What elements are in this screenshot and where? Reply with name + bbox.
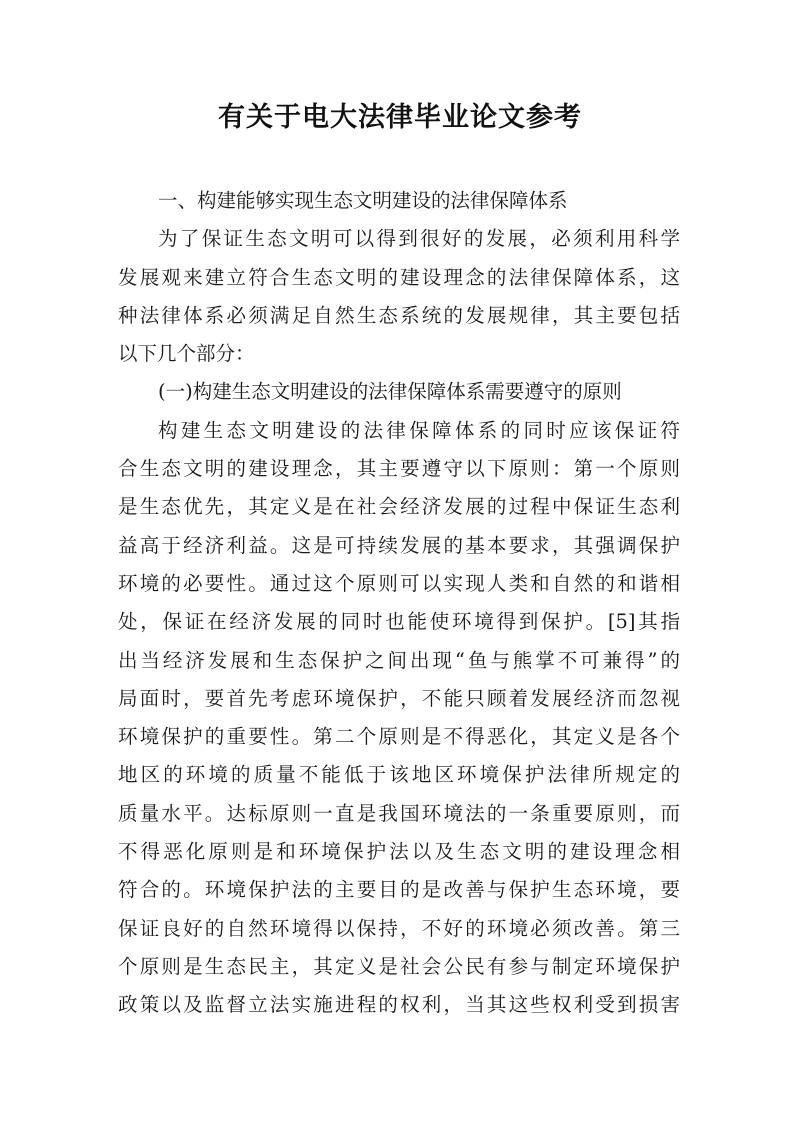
paragraph-line: 政策以及监督立法实施进程的权利，当其这些权利受到损害 (118, 993, 680, 1017)
paragraph-line: 种法律体系必须满足自然生态系统的发展规律，其主要包括 (118, 303, 680, 327)
paragraph-line: 地区的环境的质量不能低于该地区环境保护法律所规定的 (118, 763, 680, 787)
paragraph-line: 质量水平。达标原则一直是我国环境法的一条重要原则，而 (118, 801, 680, 825)
paragraph-line: 合生态文明的建设理念，其主要遵守以下原则：第一个原则 (118, 457, 680, 481)
paragraph-line: 不得恶化原则是和环境保护法以及生态文明的建设理念相 (118, 840, 680, 864)
subsection-heading: (一)构建生态文明建设的法律保障体系需要遵守的原则 (158, 380, 622, 404)
paragraph-line: 个原则是生态民主，其定义是社会公民有参与制定环境保护 (118, 954, 680, 978)
section-heading: 一、构建能够实现生态文明建设的法律保障体系 (158, 189, 568, 212)
paragraph-line: 构建生态文明建设的法律保障体系的同时应该保证符 (158, 418, 680, 442)
document-body (118, 182, 680, 1025)
paragraph-line: 益高于经济利益。这是可持续发展的基本要求，其强调保护 (118, 533, 680, 557)
paragraph-line: 环境的必要性。通过这个原则可以实现人类和自然的和谐相 (118, 571, 680, 595)
paragraph-line: 为了保证生态文明可以得到很好的发展，必须利用科学 (158, 227, 680, 251)
paragraph-line: 是生态优先，其定义是在社会经济发展的过程中保证生态利 (118, 495, 680, 519)
paragraph-line: 符合的。环境保护法的主要目的是改善与保护生态环境，要 (118, 878, 680, 902)
document-title: 有关于电大法律毕业论文参考 (218, 102, 582, 133)
paragraph-line: 保证良好的自然环境得以保持，不好的环境必须改善。第三 (118, 916, 680, 940)
paragraph-line: 局面时，要首先考虑环境保护，不能只顾着发展经济而忽视 (118, 686, 680, 710)
paragraph-line: 以下几个部分： (118, 342, 255, 366)
paragraph-line: 出当经济发展和生态保护之间出现“鱼与熊掌不可兼得”的 (118, 648, 680, 672)
paragraph-line: 处，保证在经济发展的同时也能使环境得到保护。[5]其指 (118, 610, 680, 634)
paragraph-line: 环境保护的重要性。第二个原则是不得恶化，其定义是各个 (118, 725, 680, 749)
paragraph-line: 发展观来建立符合生态文明的建设理念的法律保障体系，这 (118, 265, 680, 289)
